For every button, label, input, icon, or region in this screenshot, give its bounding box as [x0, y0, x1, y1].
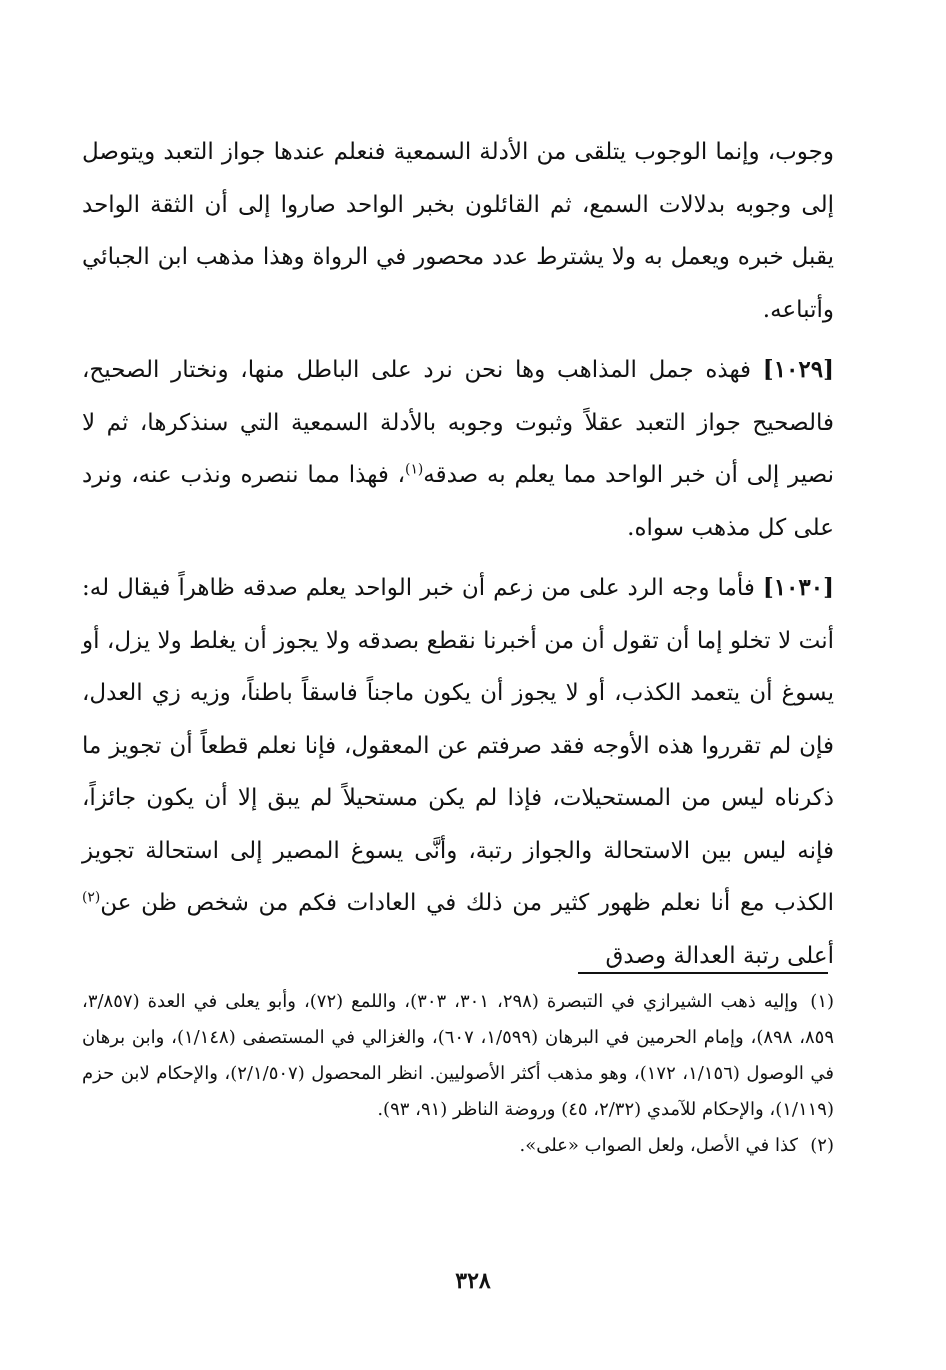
paragraph-text: وجوب، وإنما الوجوب يتلقى من الأدلة السمعية فنعلم عندها جواز التعبد ويتوصل إلى وجوبه بدلالات السمع، ثم القائلون بخبر الواحد صاروا إلى أن الثقة الواحد يقبل خبره ويعمل به ولا يشترط عدد محصور في الرواة وهذا مذهب ابن الجبائي وأتباعه. [82, 139, 834, 323]
footnote-marker: (٢) [810, 1135, 834, 1156]
page-number: ٣٢٨ [455, 1268, 491, 1294]
paragraph-number: [١٠٣٠] [762, 574, 835, 601]
main-text [82, 126, 834, 990]
footnote-text: كذا في الأصل، ولعل الصواب «على». [519, 1135, 798, 1156]
footnote-divider [578, 972, 828, 974]
paragraph-number: [١٠٢٩] [762, 356, 834, 383]
paragraph-1030 [82, 562, 834, 982]
paragraph-1 [82, 126, 834, 336]
paragraph-text: فهذه جمل المذاهب وها نحن نرد على الباطل منها، ونختار الصحيح، فالصحيح جواز التعبد عقلاً وثبوت وجوبه بالأدلة السمعية التي سنذكرها، ثم لا نصير إلى أن خبر الواحد مما يعلم به صدقه [82, 357, 835, 488]
paragraph-1029 [82, 344, 834, 554]
paragraph-text-continued: أعلى رتبة العدالة وصدق [605, 942, 834, 969]
footnote-2 [82, 1128, 834, 1164]
paragraph-text-continued: ، فهذا مما ننصره ونذب عنه، ونرد على كل مذهب سواه. [82, 462, 834, 541]
footnote-1 [82, 984, 834, 1128]
footnote-reference[interactable]: (٢) [82, 889, 101, 906]
footnote-text: وإليه ذهب الشيرازي في التبصرة (٢٩٨، ٣٠١، ٣٠٣)، واللمع (٧٢)، وأبو يعلى في العدة (٣/٨٥٧، ٨٥٩، ٨٩٨)، وإمام الحرمين في البرهان (١/٥٩٩، ٦٠٧)، والغزالي في المستصفى (١/١٤٨)، وابن برهان في الوصول (١/١٥٦، ١٧٢)، وهو مذهب أكثر الأصوليين. انظر المحصول (٢/١/٥٠٧)، والإحكام لابن حزم (١/١١٩)، والإحكام للآمدي (٢/٣٢، ٤٥) وروضة الناظر (٩١، ٩٣). [82, 991, 835, 1120]
footnote-marker: (١) [810, 991, 835, 1012]
paragraph-text: فأما وجه الرد على من زعم أن خبر الواحد يعلم صدقه ظاهراً فيقال له: أنت لا تخلو إما أن تقول أن من أخبرنا نقطع بصدقه ولا يجوز أن يغلط ولا يزل، أو يسوغ أن يتعمد الكذب، أو لا يجوز أن يكون ماجناً فاسقاً باطناً، وزيه زي العدل، فإن لم تقرروا هذه الأوجه فقد صرفتم عن المعقول، فإنا نعلم قطعاً أن تجويز ما ذكرناه ليس من المستحيلات، فإذا لم يكن مستحيلاً لم يبق إلا أن يكون جائزاً، فإنه ليس بين الاستحالة والجواز رتبة، وأنَّى يسوغ المصير إلى استحالة تجويز الكذب مع أنا نعلم ظهور كثير من ذلك في العادات فكم من شخص ظن عن [82, 575, 834, 916]
footnote-reference[interactable]: (١) [405, 461, 424, 478]
footnotes [82, 984, 834, 1164]
